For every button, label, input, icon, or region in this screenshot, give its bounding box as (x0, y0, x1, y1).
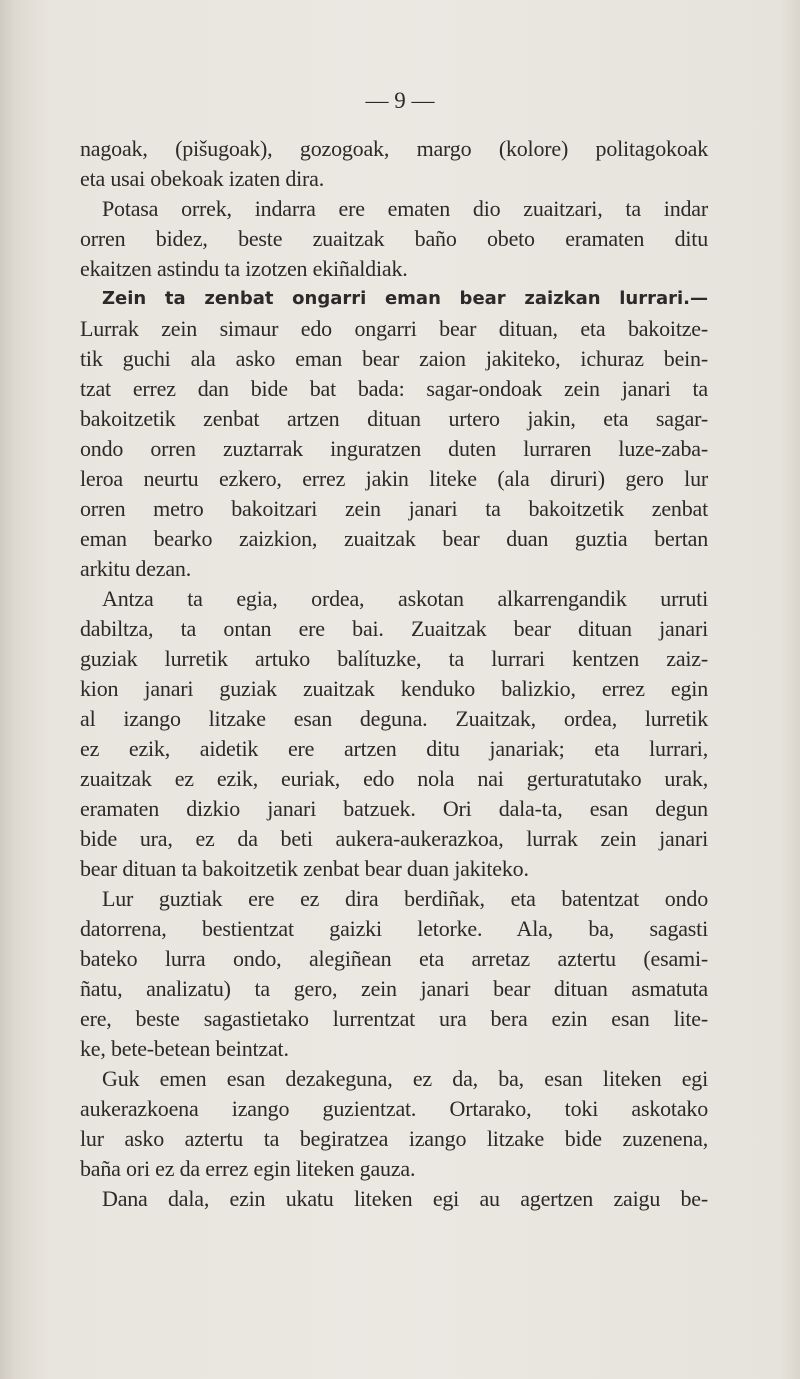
text-line: nagoak, (pišugoak), gozogoak, margo (kolore) politagokoak (80, 136, 708, 161)
text-line: ñatu, analizatu) ta gero, zein janari bear dituan asmatuta (80, 976, 708, 1001)
text-line: ondo orren zuztarrak inguratzen duten lurraren luze-zaba- (80, 436, 708, 461)
text-line: lur asko aztertu ta begiratzea izango litzake bide zuzenena, (80, 1126, 708, 1151)
text-line: bateko lurra ondo, alegiñean eta arretaz aztertu (esami- (80, 946, 708, 971)
text-line: Lur guztiak ere ez dira berdiñak, eta batentzat ondo (102, 886, 708, 911)
text-line: bakoitzetik zenbat artzen dituan urtero jakin, eta sagar- (80, 406, 708, 431)
text-line: leroa neurtu ezkero, errez jakin liteke (ala diruri) gero lur (80, 466, 708, 491)
text-line: eramaten dizkio janari batzuek. Ori dala-ta, esan degun (80, 796, 708, 821)
body-text (80, 134, 708, 1214)
text-line: al izango litzake esan deguna. Zuaitzak, ordea, lurretik (80, 706, 708, 731)
text-line: tik guchi ala asko eman bear zaion jakiteko, ichuraz bein- (80, 346, 708, 371)
text-line: ez ezik, aidetik ere artzen ditu janariak; eta lurrari, (80, 736, 708, 761)
text-line: eman bearko zaizkion, zuaitzak bear duan guztia bertan (80, 526, 708, 551)
page-number: — 9 — (365, 88, 435, 113)
text-line: baña ori ez da errez egin liteken gauza. (80, 1156, 416, 1181)
text-line: aukerazkoena izango guzientzat. Ortarako, toki askotako (80, 1096, 708, 1121)
section-heading-line: Zein ta zenbat ongarri eman bear zaizkan lurrari.— (102, 288, 708, 309)
text-line: Lurrak zein simaur edo ongarri bear dituan, eta bakoitze- (80, 316, 708, 341)
text-line: kion janari guziak zuaitzak kenduko balizkio, errez egin (80, 676, 708, 701)
text-line: guziak lurretik artuko balítuzke, ta lurrari kentzen zaiz- (80, 646, 708, 671)
text-line: dabiltza, ta ontan ere bai. Zuaitzak bear dituan janari (80, 616, 708, 641)
text-line: Dana dala, ezin ukatu liteken egi au agertzen zaigu be- (102, 1186, 708, 1211)
text-line: ere, beste sagastietako lurrentzat ura bera ezin esan lite- (80, 1006, 708, 1031)
text-line: Antza ta egia, ordea, askotan alkarrengandik urruti (102, 586, 708, 611)
text-line: orren metro bakoitzari zein janari ta bakoitzetik zenbat (80, 496, 708, 521)
text-line: ekaitzen astindu ta izotzen ekiñaldiak. (80, 256, 408, 281)
text-line: eta usai obekoak izaten dira. (80, 166, 325, 191)
text-line: Guk emen esan dezakeguna, ez da, ba, esan liteken egi (102, 1066, 708, 1091)
text-line: ke, bete-betean beintzat. (80, 1036, 289, 1061)
text-line: orren bidez, beste zuaitzak baño obeto eramaten ditu (80, 226, 708, 251)
text-line: zuaitzak ez ezik, euriak, edo nola nai gerturatutako urak, (80, 766, 708, 791)
text-line: bear dituan ta bakoitzetik zenbat bear duan jakiteko. (80, 856, 529, 881)
text-line: arkitu dezan. (80, 556, 192, 581)
text-line: bide ura, ez da beti aukera-aukerazkoa, lurrak zein janari (80, 826, 708, 851)
text-line: Potasa orrek, indarra ere ematen dio zuaitzari, ta indar (102, 196, 708, 221)
text-line: tzat errez dan bide bat bada: sagar-ondoak zein janari ta (80, 376, 708, 401)
text-line: datorrena, bestientzat gaizki letorke. Ala, ba, sagasti (80, 916, 708, 941)
